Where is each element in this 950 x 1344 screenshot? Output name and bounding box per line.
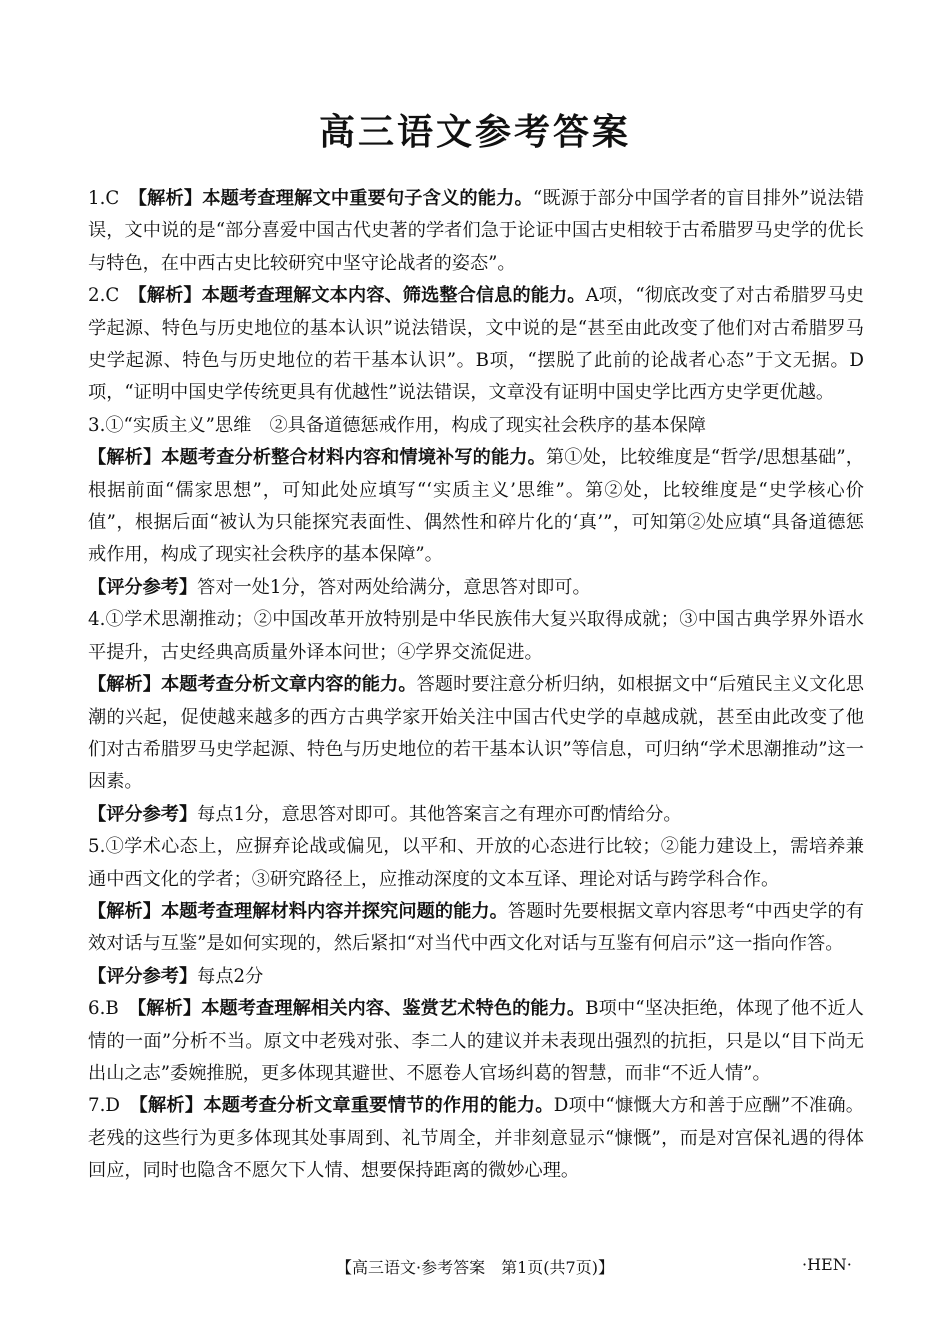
analysis-focus: 本题考查理解材料内容并探究问题的能力。	[161, 900, 508, 922]
analysis-tag: 【解析】	[88, 900, 162, 922]
analysis-text: 答题时要注意分析归纳，如根据文中“后殖民主义文化思潮的兴起，促使越来越多的西方古典学家开始关注中国古代史学的卓越成就，甚至由此改变了他们对古希腊罗马史学起源、特色与历史地位的若干基本认识”等信息，可归纳“学术思潮推动”这一因素。	[88, 674, 864, 793]
item-number: 7.	[88, 1095, 106, 1117]
item-answer: ①学术思潮推动；②中国改革开放特别是中华民族伟大复兴取得成就；③中国古典学界外语水平提升，古史经典高质量外译本问世；④学界交流促进。	[88, 609, 864, 663]
page-footer: 【高三语文·参考答案 第1页(共7页)】	[336, 1258, 614, 1277]
scoring-paragraph	[88, 961, 864, 993]
scoring-tag: 【评分参考】	[88, 965, 198, 987]
analysis-tag: 【解析】	[137, 188, 203, 209]
analysis-text: 答题时先要根据文章内容思考“中西史学的有效对话与互鉴”是如何实现的，然后紧扣“对当代中西文化对话与互鉴有何启示”这一指向作答。	[88, 900, 864, 955]
answer-item-3	[88, 410, 864, 442]
analysis-focus: 本题考查分析整合材料内容和情境补写的能力。	[161, 447, 546, 469]
analysis-focus: 本题考查分析文章内容的能力。	[161, 674, 417, 696]
item-answer: ①“实质主义”思维 ②具备道德惩戒作用，构成了现实社会秩序的基本保障	[105, 414, 706, 436]
analysis-paragraph	[88, 896, 864, 961]
item-answer: B	[105, 998, 138, 1020]
analysis-text: “既源于部分中国学者的盲目排外”说法错误，文中说的是“部分喜爱中国古代史著的学者们急于论证中国古史相较于古希腊罗马史学的优长与特色，在中西古史比较研究中坚守论战者的姿态”。	[88, 188, 864, 274]
analysis-tag: 【解析】	[137, 998, 202, 1020]
scoring-text: 每点1分，意思答对即可。其他答案言之有理亦可酌情给分。	[197, 803, 682, 825]
scoring-text: 答对一处1分，答对两处给满分，意思答对即可。	[197, 576, 591, 598]
item-answer: D	[105, 1095, 139, 1117]
answer-item-4	[88, 604, 864, 669]
analysis-text: B项中“坚决拒绝，体现了他不近人情的一面”分析不当。原文中老残对张、李二人的建议并未表现出强烈的抗拒，只是以“目下尚无出山之志”委婉推脱，更多体现其避世、不愿卷人官场纠葛的智慧，而非“不近人情”。	[88, 998, 864, 1084]
answer-item-1	[88, 183, 864, 280]
answer-item-2	[88, 280, 864, 410]
page-title: 高三语文参考答案	[318, 112, 631, 153]
scoring-paragraph	[88, 572, 864, 604]
item-number: 4.	[88, 609, 106, 631]
item-number: 1.	[88, 188, 106, 209]
analysis-focus: 本题考查分析文章重要情节的作用的能力。	[203, 1095, 554, 1117]
item-answer: C	[105, 285, 138, 307]
paper-code: ·HEN·	[802, 1255, 852, 1274]
analysis-focus: 本题考查理解相关内容、鉴赏艺术特色的能力。	[201, 998, 586, 1020]
answer-list	[88, 183, 864, 1188]
scoring-paragraph	[88, 799, 864, 831]
analysis-paragraph	[88, 442, 864, 572]
scoring-tag: 【评分参考】	[88, 576, 198, 598]
analysis-tag: 【解析】	[88, 674, 162, 696]
answer-item-5	[88, 831, 864, 896]
analysis-tag: 【解析】	[88, 447, 162, 469]
item-answer: ①学术心态上，应摒弃论战或偏见，以平和、开放的心态进行比较；②能力建设上，需培养兼通中西文化的学者；③研究路径上，应推动深度的文本互译、理论对话与跨学科合作。	[88, 836, 864, 890]
analysis-text: A项，“彻底改变了对古希腊罗马史学起源、特色与历史地位的基本认识”说法错误，文中说的是“甚至由此改变了他们对古希腊罗马史学起源、特色与历史地位的若干基本认识”。B项，“摆脱了此前的论战者心态”于文无据。D项，“证明中国史学传统更具有优越性”说法错误，文章没有证明中国史学比西方史学更优越。	[88, 285, 864, 404]
analysis-focus: 本题考查理解文本内容、筛选整合信息的能力。	[201, 285, 586, 307]
item-number: 3.	[88, 414, 106, 436]
analysis-tag: 【解析】	[138, 1095, 204, 1117]
analysis-focus: 本题考查理解文中重要句子含义的能力。	[202, 188, 533, 209]
item-number: 5.	[88, 836, 106, 858]
item-number: 6.	[88, 998, 106, 1020]
analysis-text: D项中“慷慨大方和善于应酬”不准确。老残的这些行为更多体现其处事周到、礼节周全，并非刻意显示“慷慨”，而是对宫保礼遇的得体回应，同时也隐含不愿欠下人情、想要保持距离的微妙心理。	[88, 1095, 864, 1182]
scoring-tag: 【评分参考】	[88, 803, 198, 825]
scoring-text: 每点2分	[197, 965, 264, 987]
item-number: 2.	[88, 285, 106, 307]
analysis-tag: 【解析】	[137, 285, 202, 307]
item-answer: C	[105, 188, 138, 209]
answer-item-6	[88, 993, 864, 1090]
analysis-paragraph	[88, 669, 864, 799]
answer-item-7	[88, 1090, 864, 1187]
analysis-text: 第①处，比较维度是“哲学/思想基础”，根据前面“儒家思想”，可知此处应填写“‘实质主义’思维”。第②处，比较维度是“史学核心价值”，根据后面“被认为只能探究表面性、偶然性和碎片化的‘真’”，可知第②处应填“具备道德惩戒作用，构成了现实社会秩序的基本保障”。	[88, 447, 864, 566]
